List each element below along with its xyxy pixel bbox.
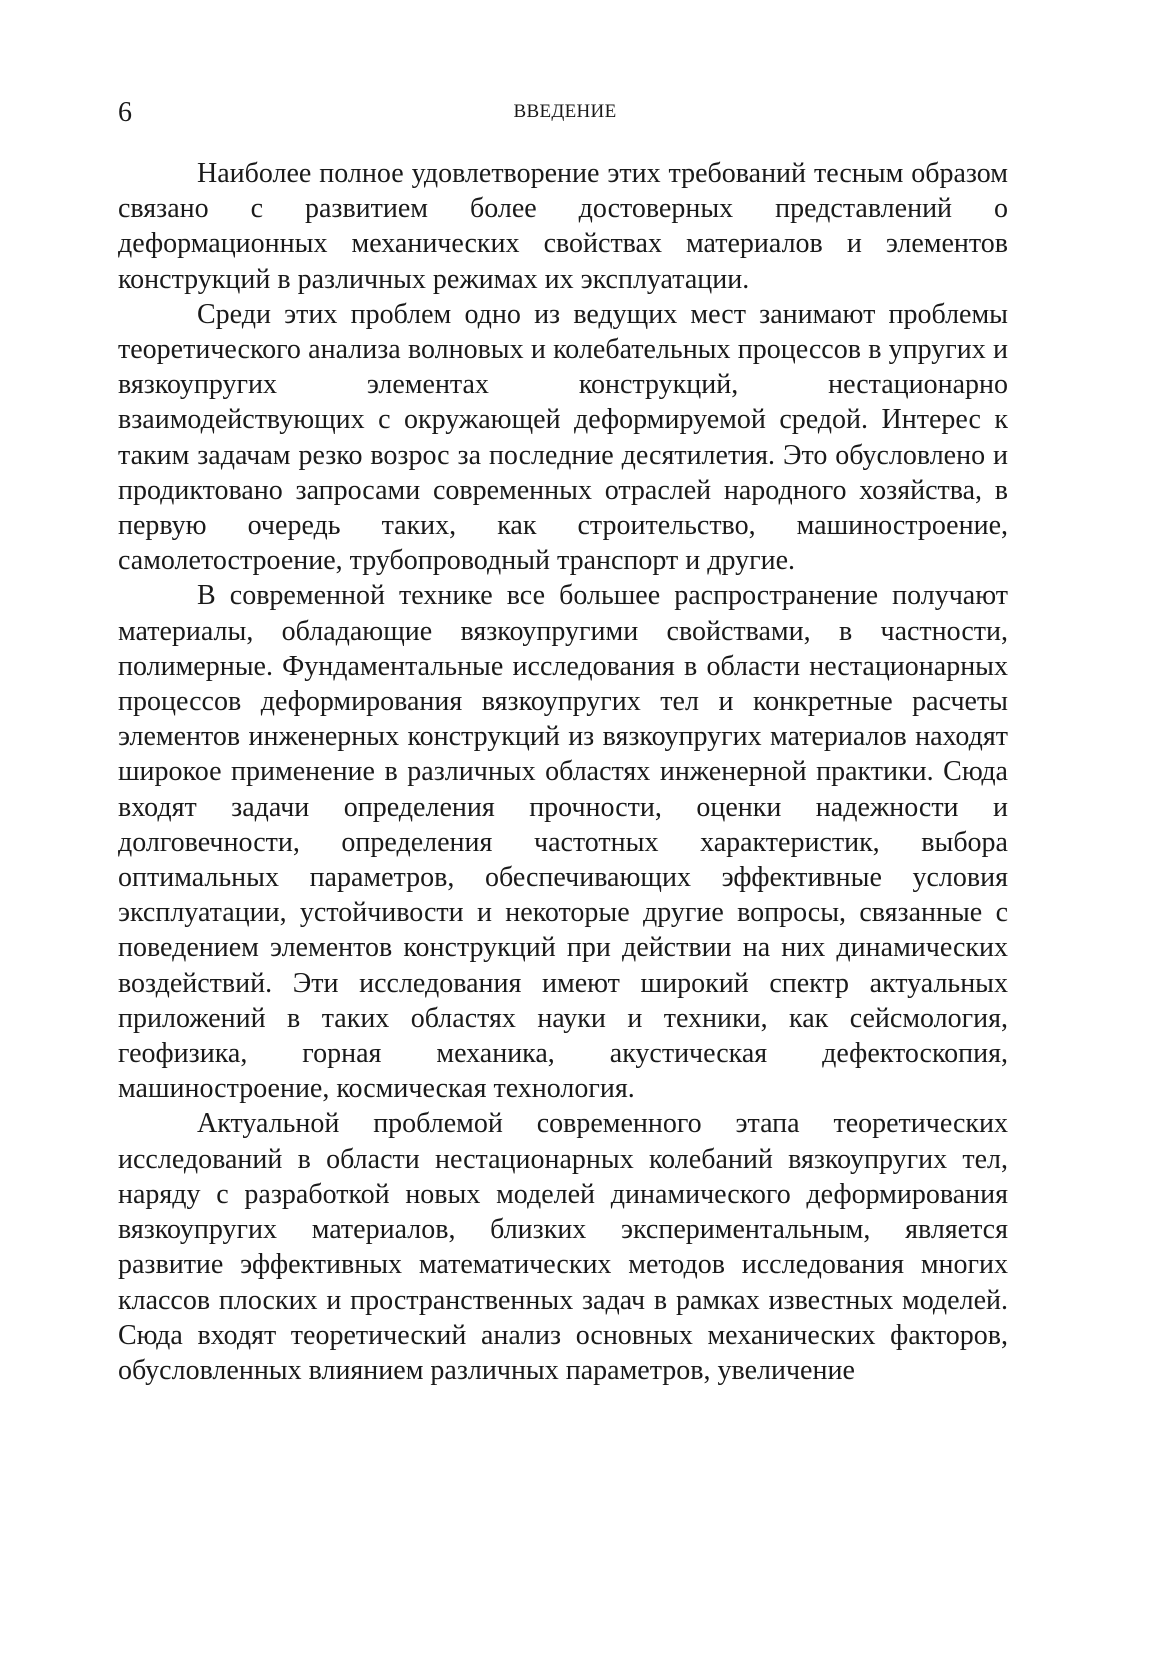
paragraph: Среди этих проблем одно из ведущих мест занимают проблемы теоретического анализа волновых и колебательных процессов в упругих и вязкоупругих элементах конструкций, нестационарно взаимодействующих с окружающей деформируемой средой. Интерес к таким задачам резко возрос за последние десятилетия. Это обусловлено и продиктовано запросами современных отраслей народного хозяйства, в первую очередь таких, как строительство, машиностроение, самолетостроение, трубопроводный транспорт и другие.	[118, 298, 1008, 577]
body-text	[118, 156, 1008, 1388]
paragraph: Наиболее полное удовлетворение этих требований тесным образом связано с развитием более достоверных представлений о деформационных механических свойствах материалов и элементов конструкций в различных режимах их эксплуатации.	[118, 158, 1008, 295]
page-number: 6	[118, 97, 132, 128]
paragraph: Актуальной проблемой современного этапа теоретических исследований в области нестационарных колебаний вязкоупругих тел, наряду с разработкой новых моделей динамического деформирования вязкоупругих материалов, близких экспериментальным, является развитие эффективных математических методов исследования многих классов плоских и пространственных задач в рамках известных моделей. Сюда входят теоретический анализ основных механических факторов, обусловленных влиянием различных параметров, увеличение	[118, 1108, 1008, 1386]
paragraph: В современной технике все большее распространение получают материалы, обладающие вязкоупругими свойствами, в частности, полимерные. Фундаментальные исследования в области нестационарных процессов деформирования вязкоупругих тел и конкретные расчеты элементов инженерных конструкций из вязкоупругих материалов находят широкое применение в различных областях инженерной практики. Сюда входят задачи определения прочности, оценки надежности и долговечности, определения частотных характеристик, выбора оптимальных параметров, обеспечивающих эффективные условия эксплуатации, устойчивости и некоторые другие вопросы, связанные с поведением элементов конструкций при действии на них динамических воздействий. Эти исследования имеют широкий спектр актуальных приложений в таких областях науки и техники, как сейсмология, геофизика, горная механика, акустическая дефектоскопия, машиностроение, космическая технология.	[118, 580, 1008, 1105]
running-head: ВВЕДЕНИЕ	[513, 101, 617, 122]
